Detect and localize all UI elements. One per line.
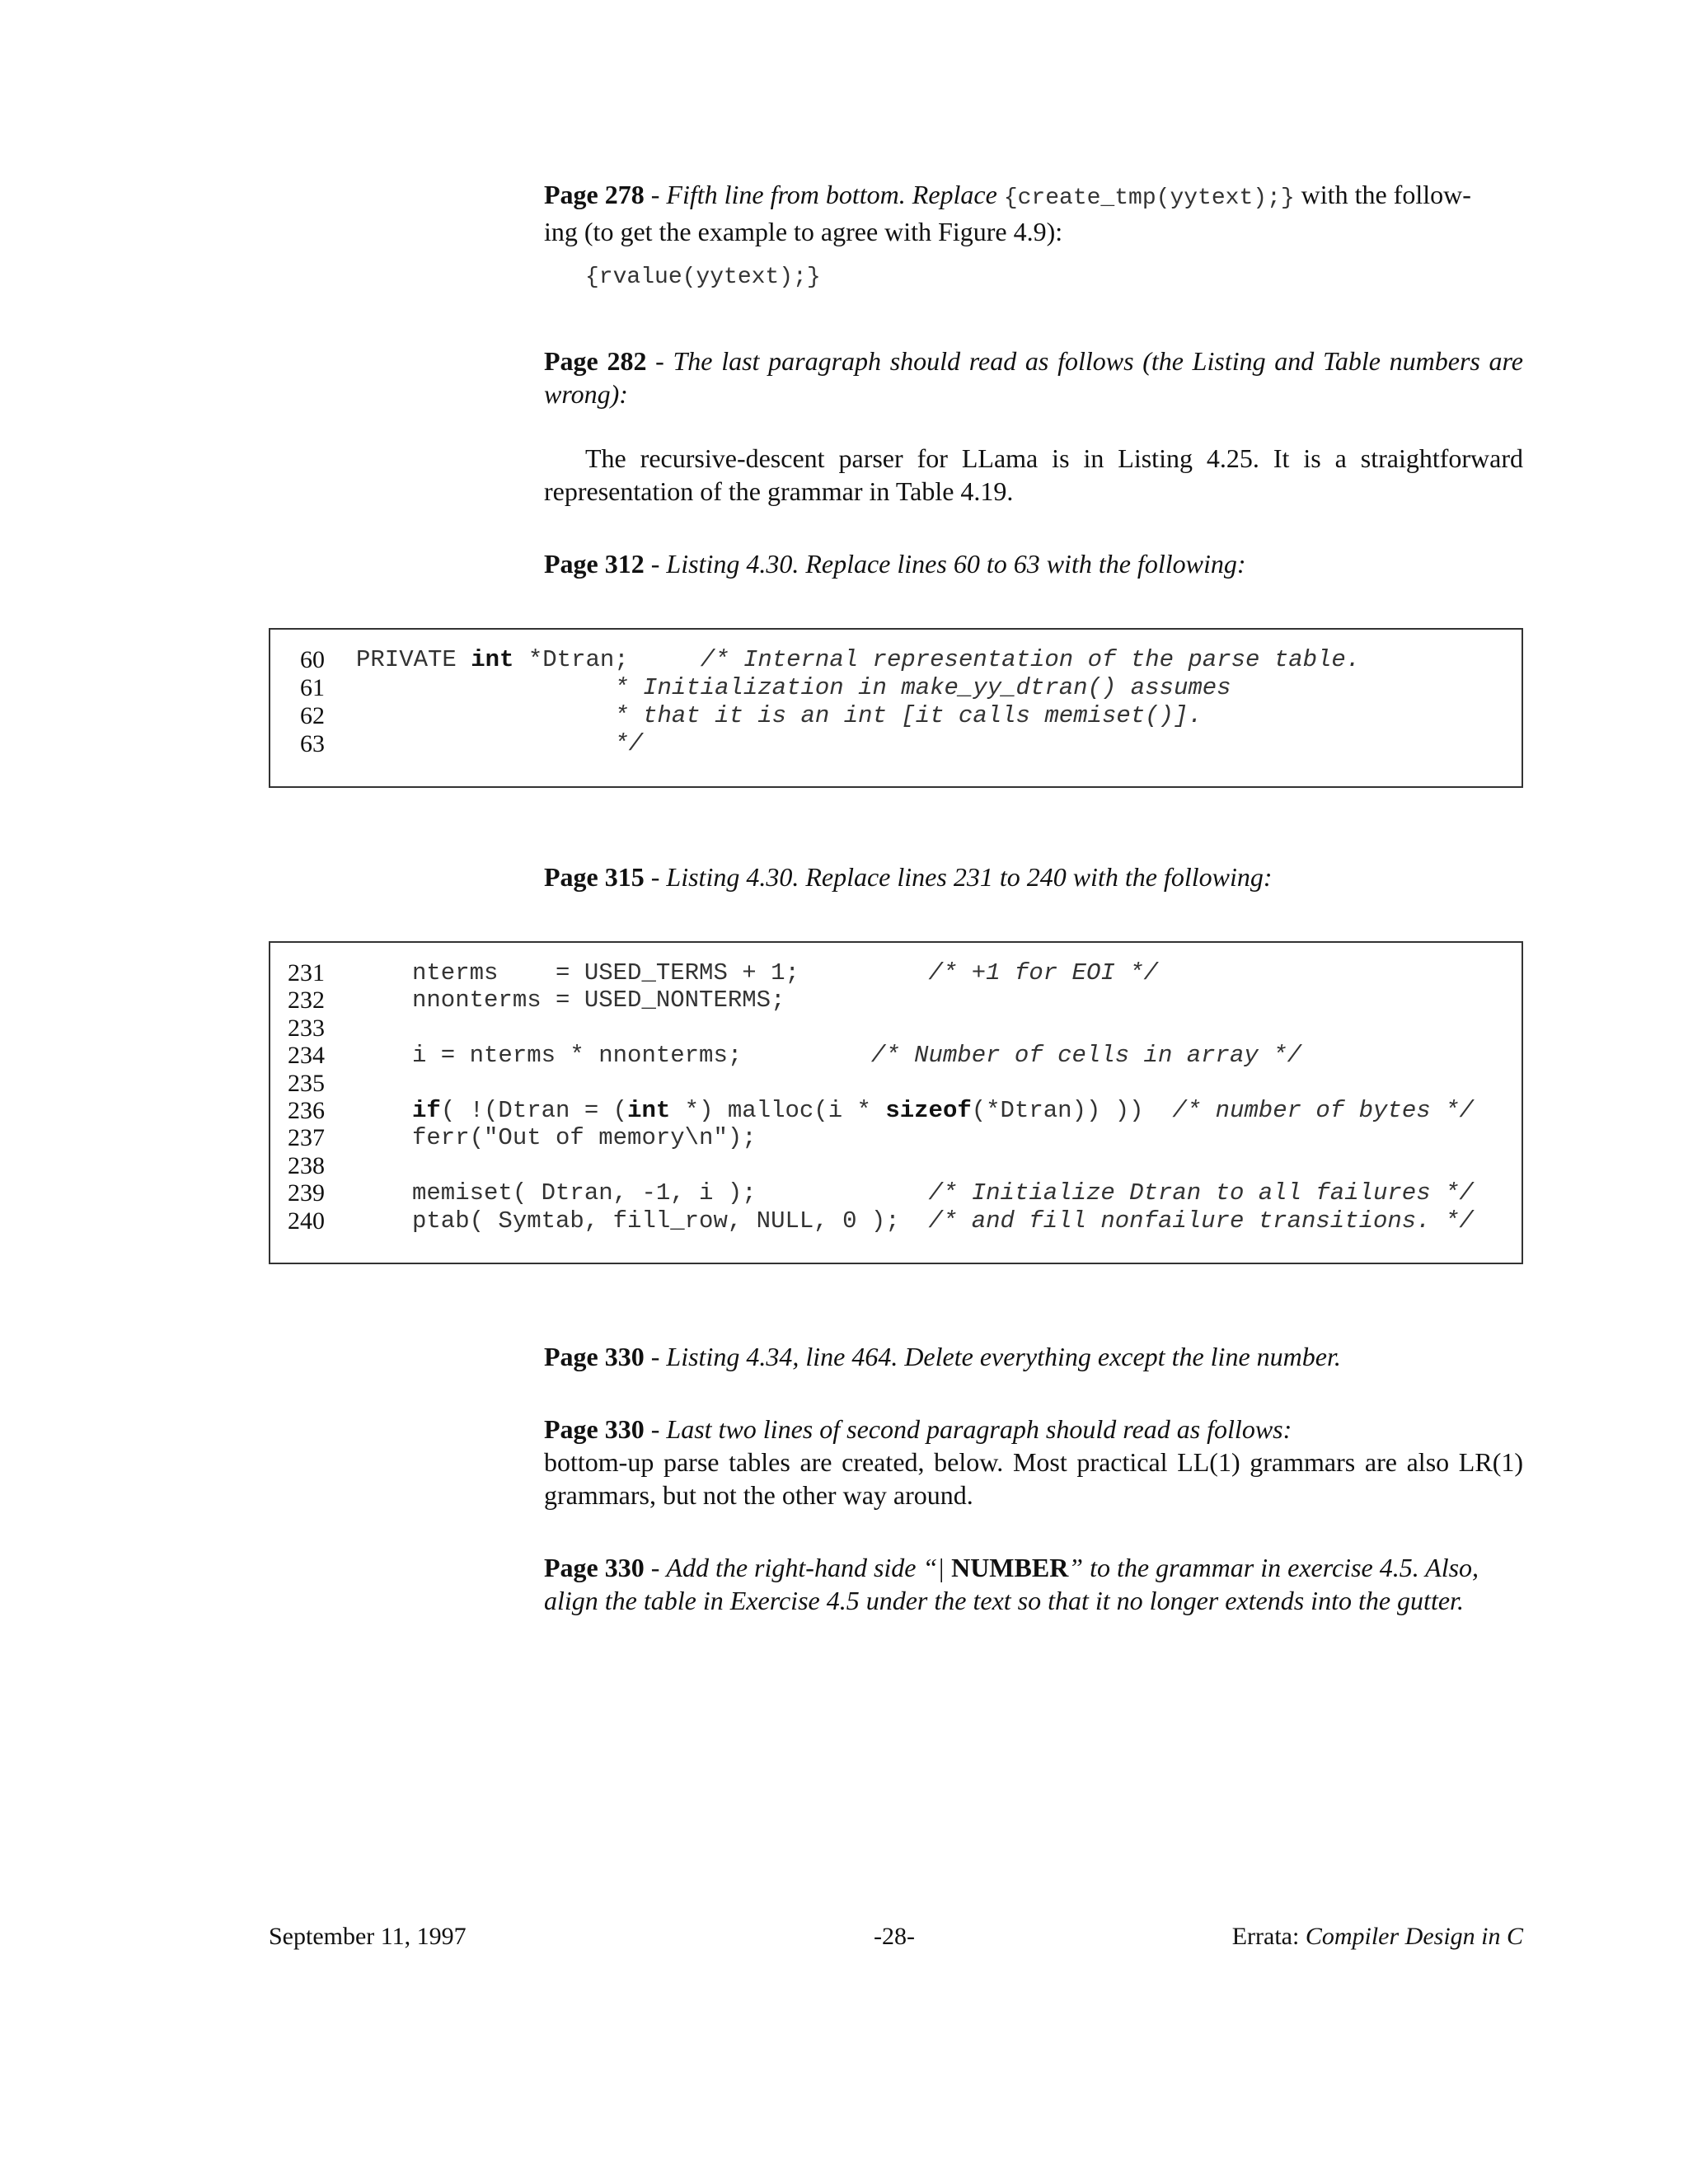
code-comment: */ <box>356 730 644 757</box>
separator: - <box>646 346 673 376</box>
code-text: ( !(Dtran = ( <box>440 1097 628 1124</box>
line-number: 61 <box>300 674 325 701</box>
code-keyword: if <box>412 1097 441 1124</box>
code-text: (*Dtran)) )) <box>971 1097 1173 1124</box>
instruction: Listing 4.34, line 464. Delete everything except the line number. <box>666 1342 1341 1371</box>
paragraph-text: The recursive-descent parser for LLama is in Listing 4.25. It is a straightforward representation of the grammar in Table 4.19. <box>544 443 1523 506</box>
instruction-part-2: to the grammar in exercise 4.5. Also, align the table in Exercise 4.5 under the text so that it no longer extends into the gutter. <box>544 1553 1479 1615</box>
line-number: 236 <box>288 1097 325 1124</box>
page-ref: Page 312 <box>544 549 645 579</box>
instruction: Listing 4.30. Replace lines 231 to 240 with the following: <box>666 862 1273 892</box>
code-text: PRIVATE <box>356 646 471 673</box>
instruction-line-2: ing (to get the example to agree with Figure 4.9): <box>544 217 1063 246</box>
code-keyword: sizeof <box>885 1097 972 1124</box>
code-keyword: int <box>471 646 514 673</box>
code-comment: /* Number of cells in array */ <box>870 1042 1301 1070</box>
instruction: The last paragraph should read as follows (the Listing and Table numbers are wrong): <box>544 346 1524 409</box>
code-line <box>412 1179 1474 1207</box>
code-text: ferr("Out of memory\n"); <box>412 1124 757 1152</box>
entry-page-278 <box>544 178 1523 248</box>
entry-page-312 <box>544 547 1523 580</box>
code-comment: /* and fill nonfailure transitions. */ <box>928 1207 1474 1235</box>
line-number: 234 <box>288 1042 325 1070</box>
line-number: 233 <box>288 1014 325 1042</box>
code-listing-box-1 <box>269 628 1523 788</box>
quote-close: ” <box>1068 1553 1084 1582</box>
entry-page-330-c <box>544 1551 1523 1617</box>
code-line <box>412 1097 1474 1125</box>
code-keyword: int <box>627 1097 671 1124</box>
code-text: ptab( Symtab, fill_row, NULL, 0 ); <box>412 1207 929 1235</box>
separator: - <box>644 1342 667 1371</box>
code-text: memiset( Dtran, -1, i ); <box>412 1179 929 1207</box>
code-text: *Dtran; <box>513 646 701 673</box>
footer-title <box>1232 1922 1523 1952</box>
line-number: 63 <box>300 730 325 757</box>
line-number: 235 <box>288 1069 325 1097</box>
footer-page-number: -28- <box>874 1923 915 1950</box>
code-comment: * Initialization in make_yy_dtran() assumes <box>356 674 1231 701</box>
page-ref: Page 330 <box>544 1414 645 1444</box>
page-ref: Page 278 <box>544 180 645 209</box>
quote-open: “| <box>922 1553 952 1582</box>
line-number: 62 <box>300 702 325 729</box>
line-number: 240 <box>288 1207 325 1235</box>
code-comment: /* Initialize Dtran to all failures */ <box>928 1179 1474 1207</box>
code-line <box>356 730 643 758</box>
code-old: {create_tmp(yytext);} <box>1003 185 1295 211</box>
separator: - <box>644 1414 667 1444</box>
replacement-paragraph-330 <box>544 1446 1523 1511</box>
instruction: Listing 4.30. Replace lines 60 to 63 with the following: <box>666 549 1246 579</box>
instruction: Last two lines of second paragraph should read as follows: <box>666 1414 1292 1444</box>
line-number: 231 <box>288 959 325 987</box>
line-number: 232 <box>288 987 325 1015</box>
code-line <box>412 959 1158 987</box>
line-number: 237 <box>288 1124 325 1152</box>
code-text: nnonterms = USED_NONTERMS; <box>412 987 785 1015</box>
replacement-paragraph <box>544 442 1523 508</box>
code-line <box>356 646 1360 674</box>
code-line <box>412 1124 757 1152</box>
instruction-part-1: Add the right-hand side <box>666 1553 923 1582</box>
book-title: Compiler Design in C <box>1305 1923 1523 1950</box>
code-comment: * that it is an int [it calls memiset()]. <box>356 702 1203 729</box>
replacement-code <box>585 257 1564 294</box>
line-number: 238 <box>288 1151 325 1179</box>
number-token: NUMBER <box>951 1553 1069 1582</box>
code-line <box>356 674 1231 702</box>
separator: - <box>644 549 667 579</box>
code-line <box>412 1207 1474 1235</box>
text-after: with the follow- <box>1294 180 1471 209</box>
paragraph-text: bottom-up parse tables are created, below. Most practical LL(1) grammars are also LR(1) grammars, but not the other way around. <box>544 1447 1523 1510</box>
entry-page-330-a <box>544 1340 1523 1373</box>
code-line <box>412 987 785 1015</box>
code-text: nterms = USED_TERMS + 1; <box>412 959 929 987</box>
instruction: Fifth line from bottom. Replace <box>666 180 997 209</box>
page-ref: Page 315 <box>544 862 645 892</box>
code-comment: /* Internal representation of the parse table. <box>700 646 1361 673</box>
entry-page-282 <box>544 344 1523 410</box>
code-listing-box-2 <box>269 941 1523 1264</box>
code-new: {rvalue(yytext);} <box>585 265 821 290</box>
page-ref: Page 330 <box>544 1553 645 1582</box>
entry-page-315 <box>544 860 1523 893</box>
separator: - <box>644 1553 667 1582</box>
code-line <box>412 1042 1301 1070</box>
page-ref: Page 330 <box>544 1342 645 1371</box>
code-line <box>356 702 1203 730</box>
separator: - <box>644 180 667 209</box>
code-text: i = nterms * nnonterms; <box>412 1042 871 1070</box>
footer-date: September 11, 1997 <box>269 1923 467 1950</box>
entry-page-330-b <box>544 1413 1523 1446</box>
separator: - <box>644 862 667 892</box>
code-comment: /* number of bytes */ <box>1172 1097 1474 1124</box>
page-ref: Page 282 <box>544 346 647 376</box>
line-number: 239 <box>288 1179 325 1207</box>
errata-label: Errata: <box>1231 1923 1306 1950</box>
line-number: 60 <box>300 646 325 673</box>
code-text: *) malloc(i * <box>670 1097 886 1124</box>
code-comment: /* +1 for EOI */ <box>928 959 1158 987</box>
